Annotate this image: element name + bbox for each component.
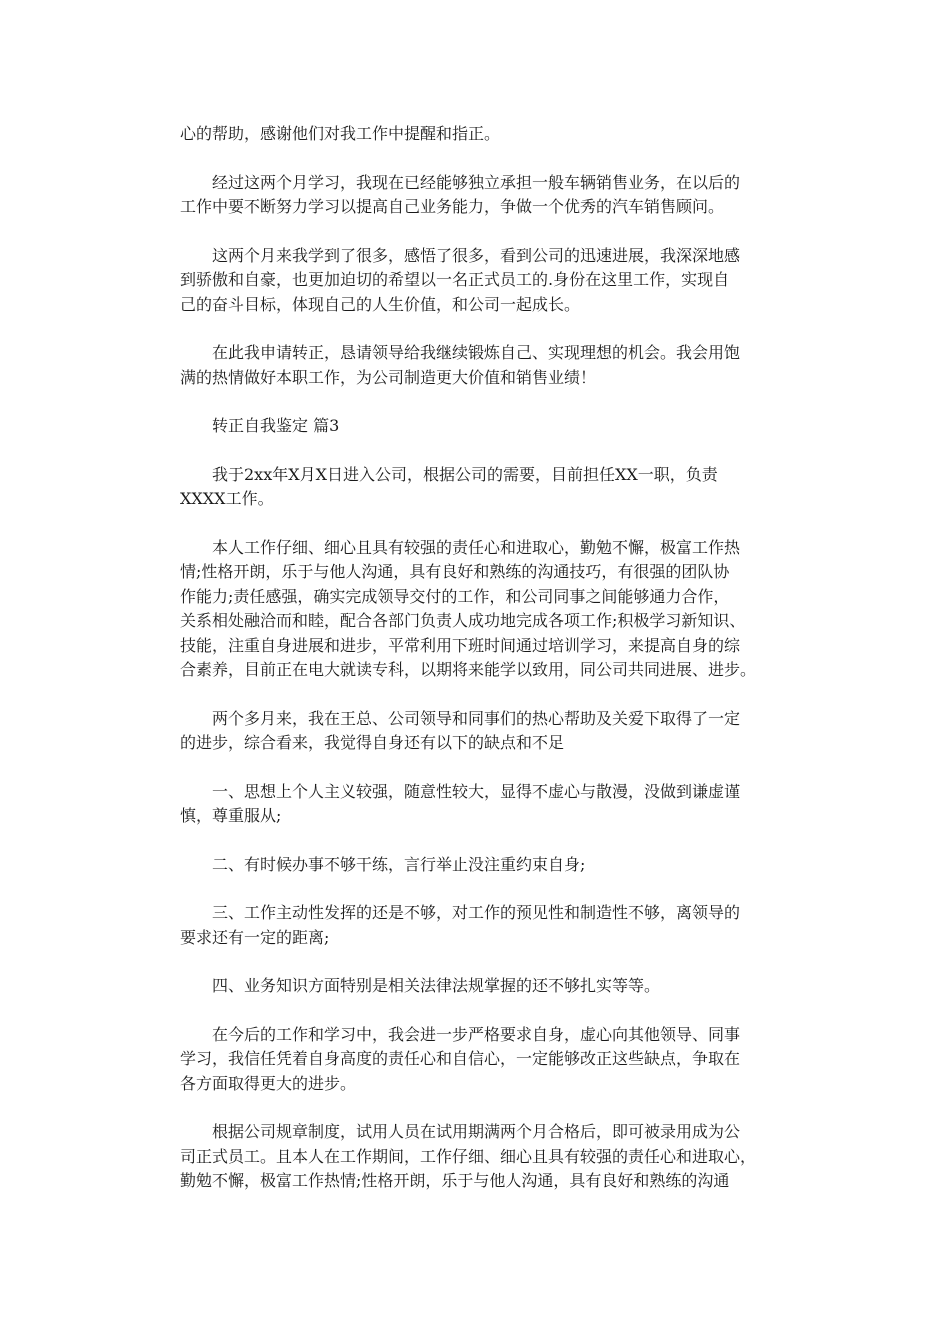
paragraph-self-description bbox=[180, 536, 776, 683]
text-line: 到骄傲和自豪，也更加迫切的希望以一名正式员工的.身份在这里工作，实现自 bbox=[180, 270, 730, 289]
text-line: 学习，我信任凭着自身高度的责任心和自信心，一定能够改正这些缺点，争取在 bbox=[180, 1049, 741, 1068]
text-line: 本人工作仔细、细心且具有较强的责任心和进取心，勤勉不懈，极富工作热 bbox=[212, 537, 741, 557]
list-item-1 bbox=[180, 780, 776, 829]
paragraph-regulations bbox=[180, 1120, 776, 1194]
list-item-3 bbox=[180, 901, 776, 950]
text-line: 的进步，综合看来，我觉得自身还有以下的缺点和不足 bbox=[180, 733, 565, 752]
paragraph-shortcomings-intro bbox=[180, 707, 776, 756]
text-line: 三、工作主动性发挥的还是不够，对工作的预见性和制造性不够，离领导的 bbox=[212, 903, 741, 922]
text-line: 作能力;责任感强，确实完成领导交付的工作，和公司同事之间能够通力合作， bbox=[180, 586, 730, 606]
text-line: 二、有时候办事不够干练，言行举止没注重约束自身; bbox=[212, 854, 586, 874]
paragraph-intro bbox=[180, 463, 776, 512]
text-line: 经过这两个月学习，我现在已经能够独立承担一般车辆销售业务，在以后的 bbox=[212, 172, 741, 192]
paragraph-continuation bbox=[180, 122, 776, 147]
text-line: 这两个月来我学到了很多，感悟了很多，看到公司的迅速进展，我深深地感 bbox=[212, 245, 741, 265]
paragraph-skills bbox=[180, 171, 776, 220]
text-line: 在此我申请转正，恳请领导给我继续锻炼自己、实现理想的机会。我会用饱 bbox=[212, 343, 741, 362]
text-line: 情;性格开朗，乐于与他人沟通，具有良好和熟练的沟通技巧，有很强的团队协 bbox=[180, 562, 730, 581]
paragraph-growth bbox=[180, 244, 776, 318]
text-line: 技能，注重自身进展和进步，平常利用下班时间通过培训学习，来提高自身的综 bbox=[180, 635, 741, 655]
text-line: 慎，尊重服从; bbox=[180, 806, 282, 825]
text-line: XXXX工作。 bbox=[180, 489, 274, 508]
paragraph-application bbox=[180, 341, 776, 390]
text-line: 一、思想上个人主义较强，随意性较大，显得不虚心与散漫，没做到谦虚谨 bbox=[212, 781, 741, 801]
text-line: 两个多月来，我在王总、公司领导和同事们的热心帮助及关爱下取得了一定 bbox=[212, 708, 741, 728]
text-line: 勤勉不懈，极富工作热情;性格开朗，乐于与他人沟通，具有良好和熟练的沟通 bbox=[180, 1171, 730, 1190]
text-line: 在今后的工作和学习中，我会进一步严格要求自身，虚心向其他领导、同事 bbox=[212, 1024, 741, 1044]
text-line: 要求还有一定的距离; bbox=[180, 927, 330, 947]
text-line: 各方面取得更大的进步。 bbox=[180, 1073, 357, 1093]
text-line: 关系相处融洽而和睦，配合各部门负责人成功地完成各项工作;积极学习新知识、 bbox=[180, 611, 746, 630]
list-item-4 bbox=[180, 974, 776, 999]
section-title: 转正自我鉴定 篇3 bbox=[212, 416, 340, 435]
text-line: 合素养，目前正在电大就读专科，以期将来能学以致用，同公司共同进展、进步。 bbox=[180, 660, 757, 679]
text-line: 满的热情做好本职工作，为公司制造更大价值和销售业绩！ bbox=[180, 367, 597, 387]
document-page bbox=[180, 122, 776, 1194]
text-line: 我于2xx年X月X日进入公司，根据公司的需要，目前担任XX一职，负责 bbox=[212, 464, 718, 484]
list-item-2 bbox=[180, 853, 776, 878]
section-heading bbox=[180, 414, 776, 439]
paragraph-future-plan bbox=[180, 1023, 776, 1097]
text-line: 己的奋斗目标，体现自己的人生价值，和公司一起成长。 bbox=[180, 294, 581, 314]
text-line: 工作中要不断努力学习以提高自己业务能力，争做一个优秀的汽车销售顾问。 bbox=[180, 197, 725, 216]
text-line: 四、业务知识方面特别是相关法律法规掌握的还不够扎实等等。 bbox=[212, 976, 661, 995]
text-line: 心的帮助，感谢他们对我工作中提醒和指正。 bbox=[180, 124, 501, 143]
text-line: 根据公司规章制度，试用人员在试用期满两个月合格后，即可被录用成为公 bbox=[212, 1122, 741, 1141]
text-line: 司正式员工。且本人在工作期间，工作仔细、细心且具有较强的责任心和进取心， bbox=[180, 1146, 757, 1166]
